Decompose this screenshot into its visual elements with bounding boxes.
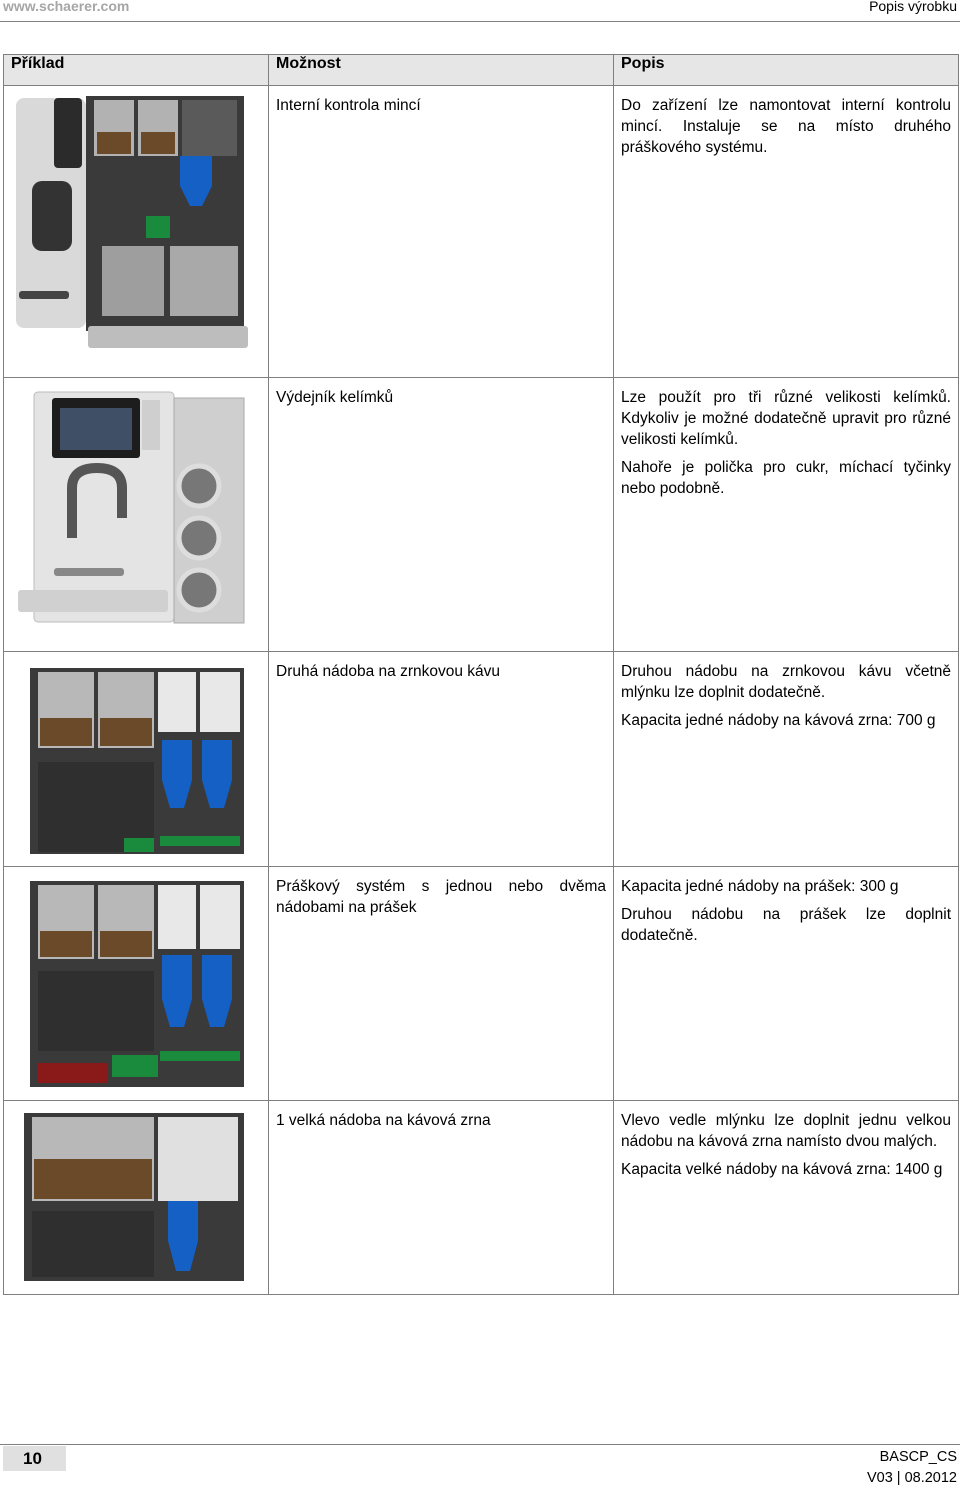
page-number: 10	[3, 1446, 66, 1471]
description-paragraph: Nahoře je polička pro cukr, míchací tyčinky nebo podobně.	[621, 459, 951, 497]
options-table	[3, 54, 959, 1295]
table-row	[4, 867, 959, 1101]
document-code: BASCP_CS	[879, 1449, 957, 1465]
header-divider	[0, 21, 960, 22]
description-cell	[614, 1101, 959, 1295]
description-cell	[614, 867, 959, 1101]
description-paragraph: Lze použít pro tři různé velikosti kelímků. Kdykoliv je možné dodatečně upravit pro různé velikosti kelímků.	[621, 389, 951, 448]
table-row	[4, 378, 959, 652]
machine-internal-coin-icon	[4, 86, 269, 371]
description-cell	[614, 652, 959, 867]
description-paragraph: Kapacita jedné nádoby na prášek: 300 g	[621, 878, 899, 895]
col-header-option: Možnost	[269, 55, 614, 86]
table-header-row	[4, 55, 959, 86]
example-image-coin-checker	[4, 86, 269, 378]
description-paragraph: Kapacita velké nádoby na kávová zrna: 1400 g	[621, 1161, 943, 1178]
description-cell	[614, 378, 959, 652]
example-image-powder-system	[4, 867, 269, 1101]
option-cell: 1 velká nádoba na kávová zrna	[269, 1101, 614, 1295]
option-cell: Interní kontrola mincí	[269, 86, 614, 378]
option-cell	[269, 867, 614, 1101]
header-site: www.schaerer.com	[3, 0, 130, 14]
machine-powder-system-icon	[4, 867, 269, 1094]
option-text: Práškový systém s jednou nebo dvěma nádobami na prášek	[276, 878, 606, 916]
option-cell: Druhá nádoba na zrnkovou kávu	[269, 652, 614, 867]
table-row	[4, 86, 959, 378]
example-image-second-bean-hopper	[4, 652, 269, 867]
col-header-description: Popis	[614, 55, 959, 86]
description-paragraph: Druhou nádobu na zrnkovou kávu včetně mlýnku lze doplnit dodatečně.	[621, 663, 951, 701]
machine-cup-dispenser-icon	[4, 378, 269, 645]
machine-large-hopper-icon	[4, 1101, 269, 1288]
machine-second-hopper-icon	[4, 652, 269, 860]
document-id	[867, 1447, 957, 1489]
option-cell: Výdejník kelímků	[269, 378, 614, 652]
col-header-example: Příklad	[4, 55, 269, 86]
description-cell	[614, 86, 959, 378]
description-paragraph: Do zařízení lze namontovat interní kontrolu mincí. Instaluje se na místo druhého práškového systému.	[621, 97, 951, 156]
document-version: V03 | 08.2012	[866, 1470, 957, 1486]
footer-divider	[0, 1444, 960, 1445]
table-row	[4, 652, 959, 867]
table-row	[4, 1101, 959, 1295]
header-section: Popis výrobku	[869, 0, 957, 14]
description-paragraph: Kapacita jedné nádoby na kávová zrna: 700 g	[621, 712, 936, 729]
example-image-cup-dispenser	[4, 378, 269, 652]
description-paragraph: Vlevo vedle mlýnku lze doplnit jednu velkou nádobu na kávová zrna namísto dvou malých.	[621, 1112, 951, 1150]
description-paragraph: Druhou nádobu na prášek lze doplnit dodatečně.	[621, 906, 951, 944]
example-image-large-bean-hopper	[4, 1101, 269, 1295]
